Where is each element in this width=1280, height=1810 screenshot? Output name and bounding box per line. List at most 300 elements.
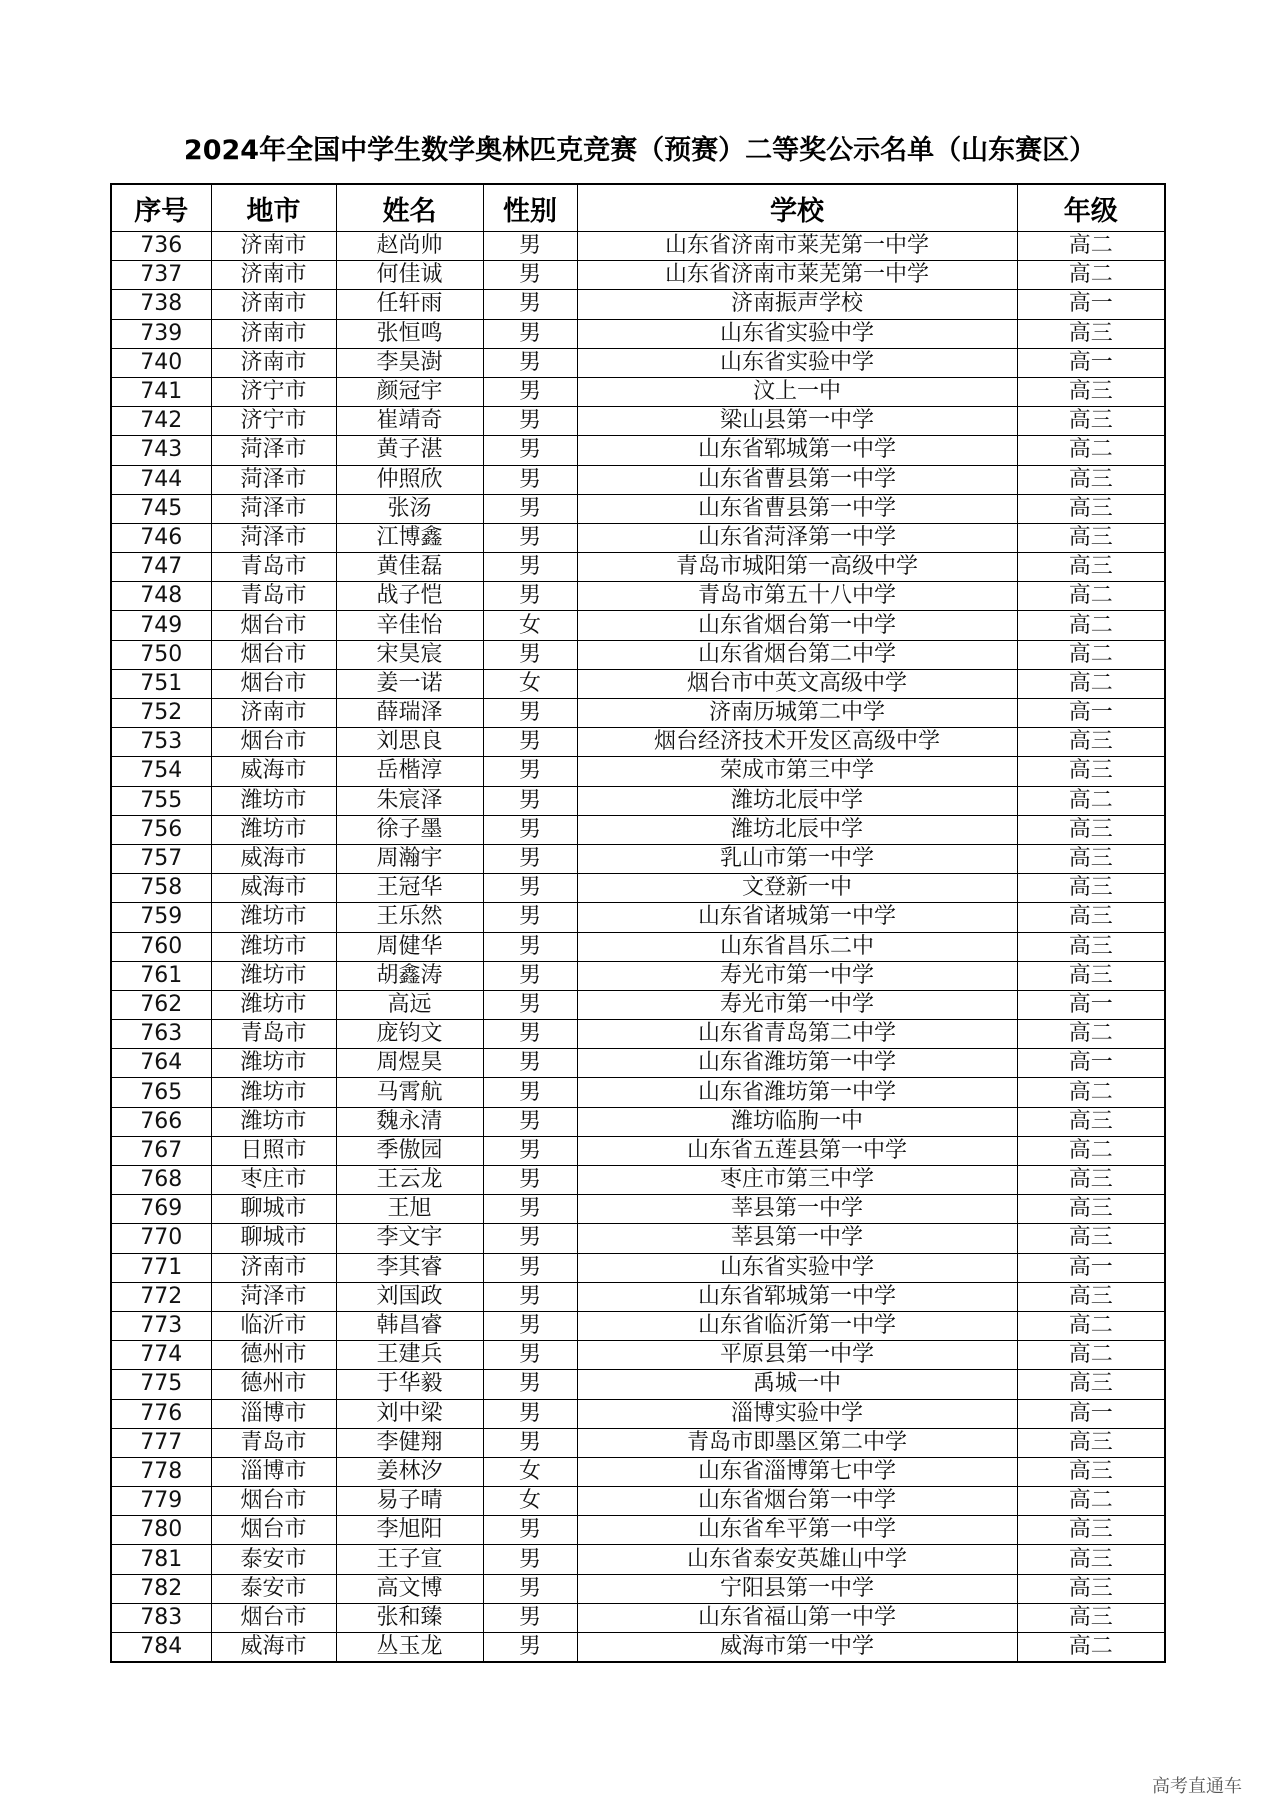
cell-grade: 高一 [1017,290,1165,319]
cell-index: 783 [111,1603,211,1632]
cell-grade: 高三 [1017,523,1165,552]
cell-name: 朱宸泽 [336,786,483,815]
table-row [111,1516,1165,1545]
cell-index: 772 [111,1282,211,1311]
cell-name: 庞钧文 [336,1020,483,1049]
cell-city: 淄博市 [211,1457,336,1486]
table-row [111,903,1165,932]
cell-name: 季傲园 [336,1136,483,1165]
cell-index: 767 [111,1136,211,1165]
table-row [111,844,1165,873]
table-row [111,1049,1165,1078]
cell-grade: 高一 [1017,699,1165,728]
cell-name: 周健华 [336,932,483,961]
cell-school: 潍坊北辰中学 [577,815,1017,844]
cell-name: 周瀚宇 [336,844,483,873]
cell-school: 寿光市第一中学 [577,961,1017,990]
award-list-table [110,183,1166,1663]
cell-index: 743 [111,436,211,465]
cell-school: 山东省菏泽第一中学 [577,523,1017,552]
cell-gender: 男 [483,290,577,319]
cell-city: 青岛市 [211,553,336,582]
cell-city: 济南市 [211,319,336,348]
cell-city: 潍坊市 [211,990,336,1019]
cell-school: 山东省青岛第二中学 [577,1020,1017,1049]
cell-city: 潍坊市 [211,786,336,815]
cell-city: 济南市 [211,348,336,377]
cell-name: 江博鑫 [336,523,483,552]
cell-gender: 男 [483,1107,577,1136]
cell-city: 潍坊市 [211,903,336,932]
cell-name: 胡鑫涛 [336,961,483,990]
cell-index: 742 [111,407,211,436]
table-row [111,1166,1165,1195]
table-row [111,1253,1165,1282]
watermark: 高考直通车 [1152,1776,1242,1797]
cell-school: 潍坊临朐一中 [577,1107,1017,1136]
table-row [111,1428,1165,1457]
cell-city: 德州市 [211,1341,336,1370]
cell-city: 威海市 [211,844,336,873]
cell-school: 莘县第一中学 [577,1224,1017,1253]
cell-school: 烟台经济技术开发区高级中学 [577,728,1017,757]
cell-school: 山东省烟台第一中学 [577,1487,1017,1516]
cell-name: 李其睿 [336,1253,483,1282]
cell-name: 高远 [336,990,483,1019]
table-row [111,932,1165,961]
cell-gender: 男 [483,1136,577,1165]
cell-grade: 高二 [1017,1311,1165,1340]
cell-name: 徐子墨 [336,815,483,844]
cell-index: 775 [111,1370,211,1399]
cell-grade: 高三 [1017,1545,1165,1574]
cell-grade: 高三 [1017,961,1165,990]
cell-grade: 高三 [1017,757,1165,786]
table-row [111,261,1165,290]
cell-index: 773 [111,1311,211,1340]
cell-grade: 高三 [1017,407,1165,436]
table-row [111,640,1165,669]
cell-city: 济南市 [211,1253,336,1282]
cell-gender: 男 [483,1020,577,1049]
cell-gender: 男 [483,1049,577,1078]
cell-grade: 高一 [1017,1049,1165,1078]
table-row [111,407,1165,436]
cell-school: 济南振声学校 [577,290,1017,319]
cell-city: 威海市 [211,757,336,786]
cell-city: 淄博市 [211,1399,336,1428]
cell-school: 枣庄市第三中学 [577,1166,1017,1195]
table-header-row [111,184,1165,232]
cell-gender: 男 [483,874,577,903]
cell-gender: 男 [483,436,577,465]
cell-index: 780 [111,1516,211,1545]
cell-grade: 高二 [1017,1633,1165,1663]
cell-index: 761 [111,961,211,990]
cell-gender: 男 [483,903,577,932]
cell-gender: 男 [483,1545,577,1574]
table-row [111,1545,1165,1574]
cell-name: 王冠华 [336,874,483,903]
cell-name: 易子晴 [336,1487,483,1516]
cell-school: 山东省济南市莱芜第一中学 [577,261,1017,290]
cell-name: 赵尚帅 [336,232,483,261]
cell-index: 757 [111,844,211,873]
cell-gender: 男 [483,815,577,844]
table-row [111,1370,1165,1399]
cell-gender: 女 [483,611,577,640]
cell-name: 张汤 [336,494,483,523]
cell-city: 菏泽市 [211,1282,336,1311]
cell-school: 山东省实验中学 [577,348,1017,377]
table-row [111,1282,1165,1311]
cell-city: 潍坊市 [211,815,336,844]
table-row [111,232,1165,261]
cell-school: 山东省潍坊第一中学 [577,1049,1017,1078]
cell-grade: 高二 [1017,582,1165,611]
table-row [111,815,1165,844]
cell-grade: 高二 [1017,1020,1165,1049]
cell-index: 741 [111,377,211,406]
cell-index: 774 [111,1341,211,1370]
table-row [111,377,1165,406]
cell-grade: 高三 [1017,1574,1165,1603]
cell-grade: 高三 [1017,874,1165,903]
cell-gender: 男 [483,1253,577,1282]
cell-gender: 男 [483,523,577,552]
cell-city: 德州市 [211,1370,336,1399]
cell-gender: 男 [483,1516,577,1545]
cell-grade: 高二 [1017,786,1165,815]
cell-index: 756 [111,815,211,844]
cell-name: 张和臻 [336,1603,483,1632]
table-row [111,1107,1165,1136]
cell-index: 758 [111,874,211,903]
table-row [111,1341,1165,1370]
cell-index: 771 [111,1253,211,1282]
cell-name: 马霄航 [336,1078,483,1107]
cell-city: 聊城市 [211,1195,336,1224]
cell-city: 威海市 [211,1633,336,1663]
cell-gender: 男 [483,261,577,290]
cell-name: 王建兵 [336,1341,483,1370]
cell-city: 青岛市 [211,582,336,611]
cell-index: 749 [111,611,211,640]
cell-name: 魏永清 [336,1107,483,1136]
cell-school: 山东省烟台第二中学 [577,640,1017,669]
cell-school: 淄博实验中学 [577,1399,1017,1428]
cell-name: 仲照欣 [336,465,483,494]
cell-index: 762 [111,990,211,1019]
cell-city: 济南市 [211,699,336,728]
cell-gender: 男 [483,377,577,406]
cell-city: 临沂市 [211,1311,336,1340]
cell-grade: 高二 [1017,261,1165,290]
table-row [111,348,1165,377]
cell-city: 潍坊市 [211,1078,336,1107]
document-title: 2024年全国中学生数学奥林匹克竞赛（预赛）二等奖公示名单（山东赛区） [183,135,1097,166]
cell-name: 刘中梁 [336,1399,483,1428]
cell-grade: 高二 [1017,669,1165,698]
cell-gender: 男 [483,1370,577,1399]
cell-name: 周煜昊 [336,1049,483,1078]
table-row [111,1311,1165,1340]
cell-school: 山东省实验中学 [577,1253,1017,1282]
cell-name: 王乐然 [336,903,483,932]
table-row [111,990,1165,1019]
table-row [111,494,1165,523]
cell-school: 山东省福山第一中学 [577,1603,1017,1632]
cell-school: 山东省临沂第一中学 [577,1311,1017,1340]
cell-gender: 男 [483,699,577,728]
cell-name: 张恒鸣 [336,319,483,348]
cell-city: 济南市 [211,290,336,319]
cell-index: 765 [111,1078,211,1107]
cell-name: 李旭阳 [336,1516,483,1545]
cell-school: 威海市第一中学 [577,1633,1017,1663]
cell-school: 山东省泰安英雄山中学 [577,1545,1017,1574]
cell-name: 辛佳怡 [336,611,483,640]
table-row [111,436,1165,465]
table-row [111,319,1165,348]
cell-city: 济宁市 [211,377,336,406]
cell-school: 山东省济南市莱芜第一中学 [577,232,1017,261]
table-row [111,1224,1165,1253]
cell-index: 760 [111,932,211,961]
cell-name: 刘国政 [336,1282,483,1311]
cell-city: 青岛市 [211,1020,336,1049]
cell-name: 韩昌睿 [336,1311,483,1340]
cell-gender: 男 [483,1078,577,1107]
cell-gender: 男 [483,1428,577,1457]
cell-gender: 男 [483,1282,577,1311]
cell-name: 战子恺 [336,582,483,611]
cell-index: 738 [111,290,211,319]
cell-city: 烟台市 [211,669,336,698]
cell-grade: 高三 [1017,728,1165,757]
cell-grade: 高三 [1017,844,1165,873]
cell-name: 丛玉龙 [336,1633,483,1663]
cell-grade: 高三 [1017,815,1165,844]
cell-grade: 高一 [1017,1253,1165,1282]
cell-name: 王子宣 [336,1545,483,1574]
table-row [111,1020,1165,1049]
cell-name: 崔靖奇 [336,407,483,436]
cell-school: 山东省诸城第一中学 [577,903,1017,932]
cell-city: 威海市 [211,874,336,903]
cell-school: 山东省潍坊第一中学 [577,1078,1017,1107]
cell-gender: 女 [483,1487,577,1516]
cell-city: 泰安市 [211,1574,336,1603]
cell-name: 李昊澍 [336,348,483,377]
cell-index: 744 [111,465,211,494]
cell-city: 烟台市 [211,1516,336,1545]
cell-index: 755 [111,786,211,815]
cell-city: 日照市 [211,1136,336,1165]
cell-grade: 高三 [1017,1107,1165,1136]
cell-grade: 高二 [1017,1487,1165,1516]
cell-school: 山东省五莲县第一中学 [577,1136,1017,1165]
cell-grade: 高三 [1017,1166,1165,1195]
cell-index: 766 [111,1107,211,1136]
cell-index: 739 [111,319,211,348]
table-row [111,728,1165,757]
cell-gender: 男 [483,844,577,873]
table-row [111,961,1165,990]
cell-city: 青岛市 [211,1428,336,1457]
table-row [111,1078,1165,1107]
table-row [111,523,1165,552]
cell-gender: 男 [483,1195,577,1224]
cell-school: 禹城一中 [577,1370,1017,1399]
cell-name: 宋昊宸 [336,640,483,669]
cell-grade: 高二 [1017,1078,1165,1107]
cell-city: 潍坊市 [211,1107,336,1136]
cell-grade: 高二 [1017,1136,1165,1165]
cell-gender: 女 [483,669,577,698]
cell-grade: 高三 [1017,1603,1165,1632]
cell-school: 青岛市第五十八中学 [577,582,1017,611]
cell-index: 769 [111,1195,211,1224]
cell-index: 779 [111,1487,211,1516]
cell-school: 青岛市即墨区第二中学 [577,1428,1017,1457]
cell-school: 梁山县第一中学 [577,407,1017,436]
cell-grade: 高二 [1017,611,1165,640]
cell-index: 764 [111,1049,211,1078]
cell-grade: 高三 [1017,377,1165,406]
cell-index: 737 [111,261,211,290]
cell-city: 聊城市 [211,1224,336,1253]
cell-grade: 高三 [1017,494,1165,523]
header-grade: 年级 [1017,184,1165,232]
cell-school: 平原县第一中学 [577,1341,1017,1370]
cell-grade: 高三 [1017,932,1165,961]
cell-gender: 男 [483,1311,577,1340]
cell-school: 寿光市第一中学 [577,990,1017,1019]
cell-school: 荣成市第三中学 [577,757,1017,786]
cell-index: 759 [111,903,211,932]
table-row [111,582,1165,611]
cell-index: 750 [111,640,211,669]
cell-gender: 男 [483,1166,577,1195]
cell-gender: 男 [483,990,577,1019]
cell-grade: 高三 [1017,1457,1165,1486]
header-name: 姓名 [336,184,483,232]
table-row [111,1574,1165,1603]
cell-gender: 男 [483,786,577,815]
cell-school: 山东省实验中学 [577,319,1017,348]
table-row [111,1136,1165,1165]
cell-gender: 男 [483,407,577,436]
cell-school: 莘县第一中学 [577,1195,1017,1224]
cell-gender: 男 [483,961,577,990]
cell-school: 山东省郓城第一中学 [577,436,1017,465]
cell-school: 山东省昌乐二中 [577,932,1017,961]
cell-school: 青岛市城阳第一高级中学 [577,553,1017,582]
table-row [111,699,1165,728]
header-school: 学校 [577,184,1017,232]
cell-gender: 男 [483,348,577,377]
cell-index: 784 [111,1633,211,1663]
cell-gender: 男 [483,1633,577,1663]
cell-name: 李文宇 [336,1224,483,1253]
cell-name: 姜一诺 [336,669,483,698]
cell-gender: 男 [483,232,577,261]
cell-city: 菏泽市 [211,523,336,552]
cell-gender: 男 [483,1399,577,1428]
cell-school: 宁阳县第一中学 [577,1574,1017,1603]
cell-city: 济南市 [211,261,336,290]
cell-grade: 高三 [1017,1195,1165,1224]
cell-index: 745 [111,494,211,523]
table-row [111,1457,1165,1486]
cell-gender: 男 [483,640,577,669]
cell-city: 济宁市 [211,407,336,436]
cell-name: 于华毅 [336,1370,483,1399]
table-row [111,757,1165,786]
cell-name: 黄子湛 [336,436,483,465]
cell-gender: 男 [483,932,577,961]
cell-index: 751 [111,669,211,698]
cell-grade: 高二 [1017,436,1165,465]
cell-city: 烟台市 [211,640,336,669]
cell-city: 泰安市 [211,1545,336,1574]
table-row [111,1633,1165,1663]
table-row [111,1399,1165,1428]
cell-name: 任轩雨 [336,290,483,319]
cell-name: 黄佳磊 [336,553,483,582]
cell-name: 李健翔 [336,1428,483,1457]
cell-gender: 女 [483,1457,577,1486]
cell-gender: 男 [483,1224,577,1253]
cell-gender: 男 [483,465,577,494]
cell-index: 754 [111,757,211,786]
cell-grade: 高二 [1017,640,1165,669]
table-row [111,465,1165,494]
cell-school: 济南历城第二中学 [577,699,1017,728]
cell-city: 烟台市 [211,1603,336,1632]
cell-grade: 高三 [1017,1428,1165,1457]
cell-index: 770 [111,1224,211,1253]
cell-name: 薛瑞泽 [336,699,483,728]
cell-school: 汶上一中 [577,377,1017,406]
cell-gender: 男 [483,728,577,757]
cell-school: 潍坊北辰中学 [577,786,1017,815]
header-city: 地市 [211,184,336,232]
cell-name: 高文博 [336,1574,483,1603]
cell-school: 山东省曹县第一中学 [577,494,1017,523]
cell-school: 山东省烟台第一中学 [577,611,1017,640]
table-body [111,232,1165,1663]
cell-index: 746 [111,523,211,552]
cell-city: 潍坊市 [211,961,336,990]
cell-gender: 男 [483,553,577,582]
cell-index: 736 [111,232,211,261]
cell-gender: 男 [483,1341,577,1370]
cell-grade: 高一 [1017,1399,1165,1428]
cell-index: 752 [111,699,211,728]
cell-index: 781 [111,1545,211,1574]
cell-grade: 高三 [1017,465,1165,494]
cell-school: 山东省淄博第七中学 [577,1457,1017,1486]
cell-index: 782 [111,1574,211,1603]
table-row [111,874,1165,903]
table-row [111,786,1165,815]
cell-index: 740 [111,348,211,377]
cell-index: 747 [111,553,211,582]
table-row [111,1603,1165,1632]
cell-city: 潍坊市 [211,932,336,961]
